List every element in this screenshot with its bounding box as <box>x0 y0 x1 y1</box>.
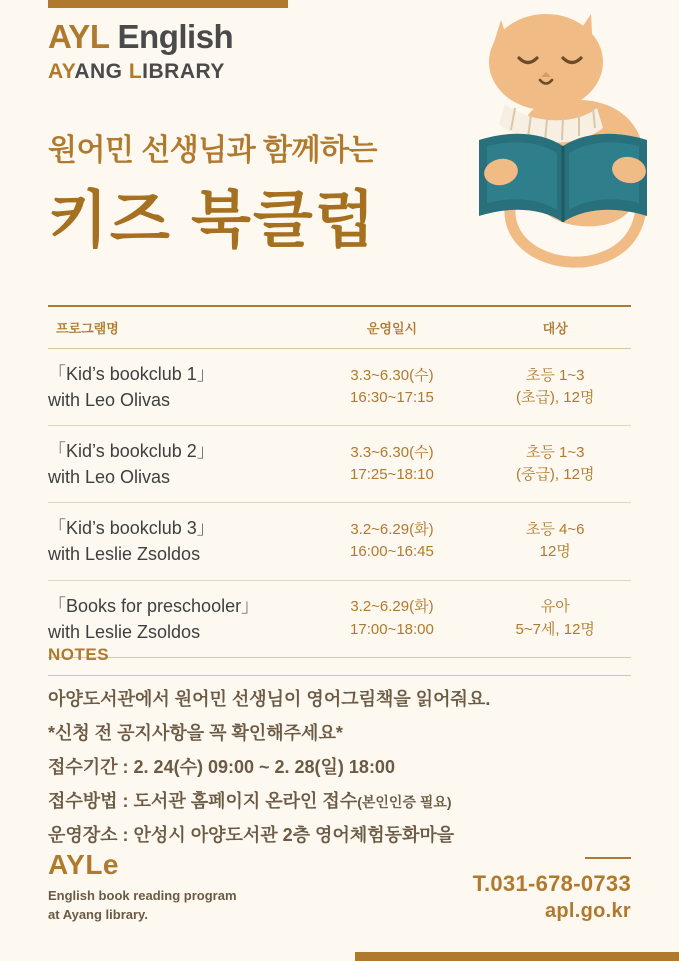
footer-phone: T.031-678-0733 <box>472 871 631 896</box>
target-grade: 초등 1~3 <box>525 366 585 384</box>
notes-line-method <box>48 788 648 815</box>
poster-subtitle: 원어민 선생님과 함께하는 <box>48 134 377 167</box>
cell-schedule <box>305 349 480 426</box>
brand-title-accent: AYL <box>48 18 109 55</box>
target-grade: 유아 <box>540 598 570 616</box>
cell-program <box>48 349 305 426</box>
notes-line-period: 접수기간 : 2. 24(수) 09:00 ~ 2. 28(일) 18:00 <box>48 757 395 777</box>
footer-description <box>48 887 237 925</box>
program-title: 「Kid’s bookclub 3」 <box>48 518 215 539</box>
target-grade: 초등 1~3 <box>525 443 585 461</box>
cell-schedule <box>305 503 480 580</box>
brand-title <box>48 18 233 56</box>
brand-subtitle-d: IBRARY <box>142 59 225 83</box>
cell-program <box>48 426 305 503</box>
notes-method-main: 접수방법 : 도서관 홈페이지 온라인 접수 <box>48 791 358 811</box>
schedule-time: 17:25~18:10 <box>350 466 434 484</box>
schedule-table-container <box>48 305 631 658</box>
table-row <box>48 503 631 580</box>
program-teacher: with Leo Olivas <box>48 467 171 488</box>
cell-target <box>479 349 631 426</box>
program-teacher: with Leslie Zsoldos <box>48 621 201 642</box>
program-title: 「Books for preschooler」 <box>48 595 260 616</box>
cell-target <box>479 426 631 503</box>
program-title: 「Kid’s bookclub 2」 <box>48 441 215 462</box>
footer-website[interactable]: apl.go.kr <box>544 900 631 922</box>
footer-left <box>48 849 237 925</box>
program-title: 「Kid’s bookclub 1」 <box>48 364 215 384</box>
target-detail: (중급), 12명 <box>515 466 595 484</box>
brand-subtitle-a: AY <box>48 59 75 83</box>
brand-subtitle <box>48 60 233 84</box>
header-program-name: 프로그램명 <box>48 306 305 349</box>
poster-title: 키즈 북클럽 <box>48 186 377 255</box>
footer-contact <box>473 857 631 923</box>
footer-description-line2: at Ayang library. <box>48 907 148 923</box>
brand-header <box>48 18 233 84</box>
schedule-time: 17:00~18:00 <box>350 620 434 638</box>
schedule-dates: 3.2~6.29(화) <box>350 598 434 616</box>
target-detail: (초급), 12명 <box>515 389 595 407</box>
schedule-dates: 3.2~6.29(화) <box>350 520 434 538</box>
schedule-table-body <box>48 349 631 658</box>
notes-divider <box>48 675 631 676</box>
target-grade: 초등 4~6 <box>525 520 585 538</box>
notes-method-note: (본인인증 필요) <box>357 794 452 810</box>
notes-line-description: 아양도서관에서 원어민 선생님이 영어그림책을 읽어줘요. <box>48 689 491 709</box>
target-detail: 12명 <box>539 543 571 561</box>
header-target: 대상 <box>479 306 631 349</box>
schedule-table <box>48 305 631 658</box>
footer-description-line1: English book reading program <box>48 888 237 904</box>
program-teacher: with Leo Olivas <box>48 390 171 411</box>
brand-subtitle-c: L <box>128 59 143 83</box>
schedule-table-head <box>48 306 631 349</box>
brand-subtitle-b: ANG <box>74 59 129 83</box>
cat-reading-book-illustration <box>471 0 671 275</box>
table-row <box>48 426 631 503</box>
schedule-dates: 3.3~6.30(수) <box>350 366 434 384</box>
header-schedule: 운영일시 <box>305 306 480 349</box>
brand-title-rest: English <box>108 18 234 55</box>
notes-line-place: 운영장소 : 안성시 아양도서관 2층 영어체험동화마을 <box>48 825 455 845</box>
schedule-time: 16:30~17:15 <box>350 389 434 407</box>
footer-accent-tick <box>585 857 631 859</box>
table-row <box>48 349 631 426</box>
schedule-time: 16:00~16:45 <box>350 543 434 561</box>
table-header-row <box>48 306 631 349</box>
top-accent-bar <box>48 0 288 8</box>
cell-target <box>479 503 631 580</box>
notes-body <box>48 686 648 856</box>
notes-heading: NOTES <box>48 645 110 664</box>
bottom-accent-bar <box>355 952 679 961</box>
cell-target <box>479 580 631 657</box>
cell-schedule <box>305 426 480 503</box>
schedule-dates: 3.3~6.30(수) <box>350 443 434 461</box>
program-teacher: with Leslie Zsoldos <box>48 544 201 565</box>
cell-schedule <box>305 580 480 657</box>
table-row <box>48 580 631 657</box>
notes-line-warning: *신청 전 공지사항을 꼭 확인해주세요* <box>48 723 343 743</box>
cell-program <box>48 503 305 580</box>
footer-brand: AYLe <box>48 849 120 881</box>
target-detail: 5~7세, 12명 <box>515 620 595 638</box>
